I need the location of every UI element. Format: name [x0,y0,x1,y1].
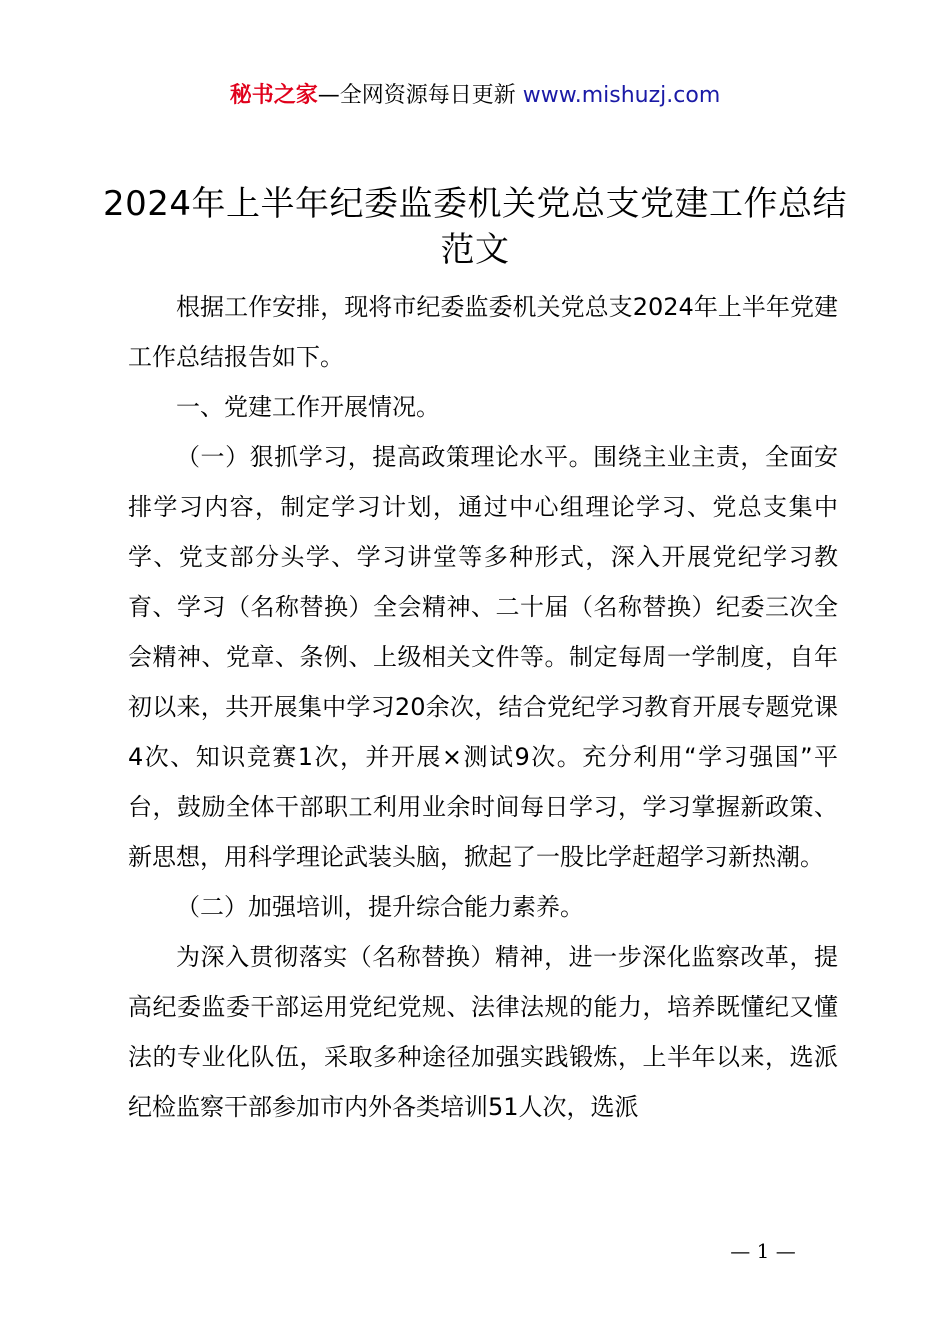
brand-name: 秘书之家 [229,83,318,108]
paragraph-study: （一）狠抓学习，提高政策理论水平。围绕主业主责，全面安排学习内容，制定学习计划，通过中心组理论学习、党总支集中学、党支部分头学、学习讲堂等多种形式，深入开展党纪学习教育、学习（名称替换）全会精神、二十届（名称替换）纪委三次全会精神、党章、条例、上级相关文件等。制定每周一学制度，自年初以来，共开展集中学习20余次，结合党纪学习教育开展专题党课4次、知识竞赛1次，并开展×测试9次。充分利用“学习强国”平台，鼓励全体干部职工利用业余时间每日学习，学习掌握新政策、新思想，用科学理论武装头脑，掀起了一股比学赶超学习新热潮。 [128,443,838,871]
paragraph-training: 为深入贯彻落实（名称替换）精神，进一步深化监察改革，提高纪委监委干部运用党纪党规、法律法规的能力，培养既懂纪又懂法的专业化队伍，采取多种途径加强实践锻炼，上半年以来，选派纪检监察干部参加市内外各类培训51人次，选派 [128,943,838,1121]
header-separator: — [317,83,340,108]
document-body [128,282,838,1132]
page-number: — 1 — [730,1239,796,1263]
site-url-link[interactable]: www.mishuzj.com [522,83,721,108]
header-tagline: 全网资源每日更新 [339,83,516,108]
document-title: 2024年上半年纪委监委机关党总支党建工作总结范文 [102,184,848,270]
paragraph-intro: 根据工作安排，现将市纪委监委机关党总支2024年上半年党建工作总结报告如下。 [128,293,838,371]
subsection-heading-training: （二）加强培训，提升综合能力素养。 [176,893,584,921]
section-heading-1: 一、党建工作开展情况。 [176,393,440,421]
site-header [0,78,950,114]
